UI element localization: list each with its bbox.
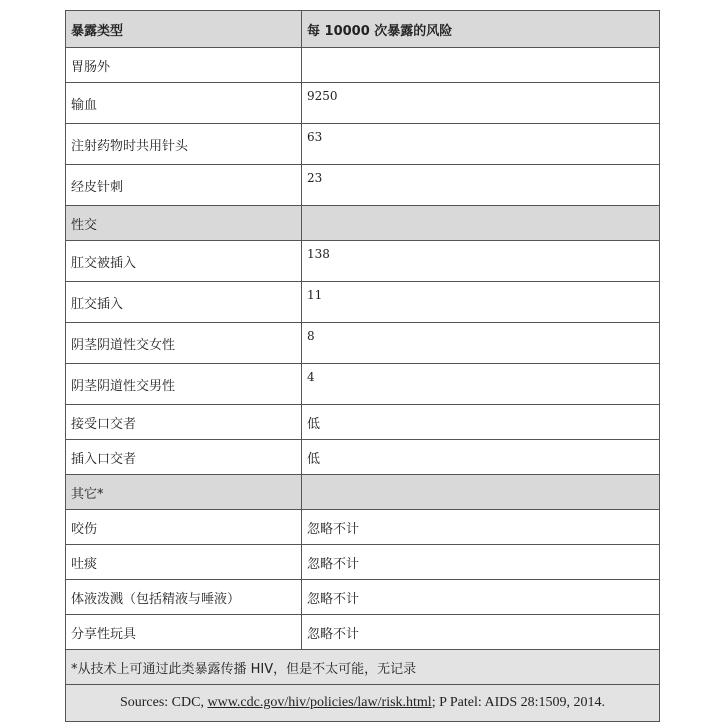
- table-row: [66, 364, 660, 405]
- table-row: [66, 165, 660, 206]
- exposure-label: 插入口交者: [66, 440, 302, 475]
- exposure-label: 吐痰: [66, 545, 302, 580]
- sources-link[interactable]: www.cdc.gov/hiv/policies/law/risk.html: [207, 695, 432, 710]
- exposure-label: 胃肠外: [66, 48, 302, 83]
- exposure-label: 性交: [66, 206, 302, 241]
- table-row: [66, 510, 660, 545]
- exposure-label: 肛交插入: [66, 282, 302, 323]
- sources-cell: [66, 685, 660, 722]
- exposure-label: 其它*: [66, 475, 302, 510]
- table-row: [66, 580, 660, 615]
- section-row: [66, 475, 660, 510]
- exposure-label: 咬伤: [66, 510, 302, 545]
- risk-value: [302, 48, 660, 83]
- risk-value: 低: [302, 405, 660, 440]
- risk-value: 忽略不计: [302, 615, 660, 650]
- exposure-label: 注射药物时共用针头: [66, 124, 302, 165]
- header-risk-per-10000: 每 10000 次暴露的风险: [302, 11, 660, 48]
- risk-value: [302, 206, 660, 241]
- risk-value: [302, 475, 660, 510]
- exposure-label: 分享性玩具: [66, 615, 302, 650]
- risk-value: 4: [302, 364, 660, 405]
- table-row: [66, 48, 660, 83]
- risk-value: 138: [302, 241, 660, 282]
- exposure-label: 阴茎阴道性交男性: [66, 364, 302, 405]
- table-row: [66, 323, 660, 364]
- sources-suffix: ; P Patel: AIDS 28:1509, 2014.: [431, 695, 606, 710]
- table-row: [66, 124, 660, 165]
- header-exposure-type: 暴露类型: [66, 11, 302, 48]
- table-row: [66, 405, 660, 440]
- exposure-label: 经皮针刺: [66, 165, 302, 206]
- table-row: [66, 282, 660, 323]
- risk-value: 忽略不计: [302, 545, 660, 580]
- footnote-row: [66, 650, 660, 685]
- exposure-label: 接受口交者: [66, 405, 302, 440]
- sources-row: [66, 685, 660, 722]
- risk-value: 9250: [302, 83, 660, 124]
- risk-table-container: [65, 10, 659, 722]
- exposure-label: 阴茎阴道性交女性: [66, 323, 302, 364]
- risk-value: 11: [302, 282, 660, 323]
- risk-value: 忽略不计: [302, 510, 660, 545]
- hiv-risk-table: [65, 10, 660, 722]
- sources-prefix: Sources: CDC,: [119, 695, 208, 710]
- table-body: [66, 48, 660, 650]
- table-row: [66, 615, 660, 650]
- table-row: [66, 545, 660, 580]
- exposure-label: 体液泼溅（包括精液与唾液）: [66, 580, 302, 615]
- table-row: [66, 241, 660, 282]
- risk-value: 23: [302, 165, 660, 206]
- risk-value: 8: [302, 323, 660, 364]
- exposure-label: 肛交被插入: [66, 241, 302, 282]
- table-row: [66, 440, 660, 475]
- exposure-label: 输血: [66, 83, 302, 124]
- section-row: [66, 206, 660, 241]
- risk-value: 63: [302, 124, 660, 165]
- footnote-text: *从技术上可通过此类暴露传播 HIV，但是不太可能，无记录: [66, 650, 660, 685]
- risk-value: 忽略不计: [302, 580, 660, 615]
- table-header-row: [66, 11, 660, 48]
- risk-value: 低: [302, 440, 660, 475]
- table-row: [66, 83, 660, 124]
